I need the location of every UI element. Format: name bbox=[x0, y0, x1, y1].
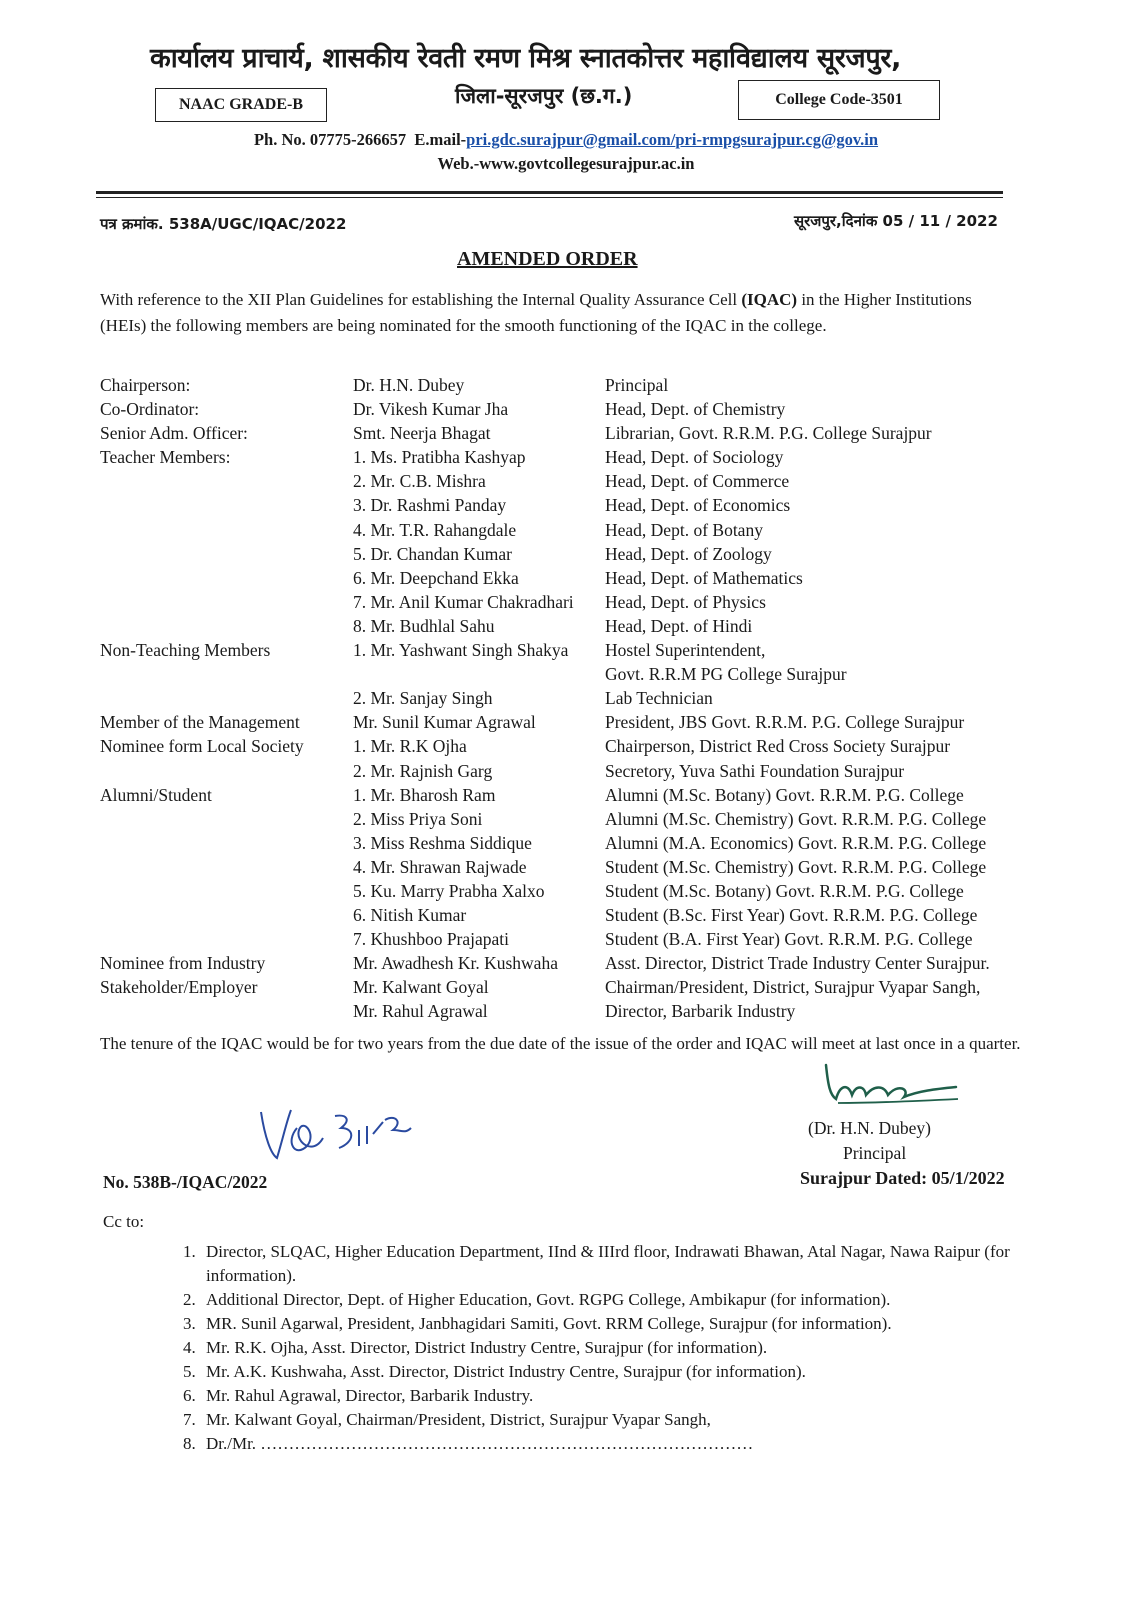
cc-label: Cc to: bbox=[103, 1212, 145, 1231]
member-role: Nominee from Industry bbox=[100, 953, 266, 974]
member-designation: Govt. R.R.M PG College Surajpur bbox=[605, 664, 847, 685]
signatory-dated: Surajpur Dated: 05/1/2022 bbox=[800, 1168, 1005, 1188]
member-designation: President, JBS Govt. R.R.M. P.G. College Surajpur bbox=[605, 712, 965, 733]
member-designation: Asst. Director, District Trade Industry Center Surajpur. bbox=[605, 953, 990, 974]
cc-list bbox=[160, 1240, 1080, 1456]
member-name: 3. Dr. Rashmi Panday bbox=[353, 495, 507, 516]
member-designation: Alumni (M.Sc. Chemistry) Govt. R.R.M. P.G. College bbox=[605, 808, 987, 829]
intro-text-bold: (IQAC) bbox=[741, 290, 798, 309]
member-name: 4. Mr. T.R. Rahangdale bbox=[353, 519, 517, 540]
member-name: Mr. Sunil Kumar Agrawal bbox=[353, 712, 536, 733]
member-designation: Student (M.Sc. Chemistry) Govt. R.R.M. P.G. College bbox=[605, 856, 987, 877]
email-link-1[interactable]: pri.gdc.surajpur@gmail.com/ bbox=[466, 130, 676, 149]
member-name: 7. Khushboo Prajapati bbox=[353, 929, 510, 950]
member-designation: Head, Dept. of Commerce bbox=[605, 471, 790, 492]
member-designation: Hostel Superintendent, bbox=[605, 640, 766, 661]
member-designation: Head, Dept. of Sociology bbox=[605, 447, 784, 468]
member-name: 2. Mr. Sanjay Singh bbox=[353, 688, 493, 709]
member-designation: Chairman/President, District, Surajpur Vyapar Sangh, bbox=[605, 977, 981, 998]
member-designation: Head, Dept. of Chemistry bbox=[605, 399, 786, 420]
member-designation: Head, Dept. of Zoology bbox=[605, 543, 772, 564]
member-designation: Alumni (M.Sc. Botany) Govt. R.R.M. P.G. College bbox=[605, 784, 964, 805]
header-rule-thin bbox=[96, 197, 1003, 198]
member-designation: Student (B.A. First Year) Govt. R.R.M. P.G. College bbox=[605, 929, 973, 950]
member-designation: Librarian, Govt. R.R.M. P.G. College Surajpur bbox=[605, 423, 932, 444]
member-designation: Head, Dept. of Mathematics bbox=[605, 567, 803, 588]
tenure-paragraph: The tenure of the IQAC would be for two years from the due date of the issue of the order and IQAC will meet at last once in a quarter. bbox=[100, 1034, 1021, 1053]
email-link-2[interactable]: pri-rmpgsurajpur.cg@gov.in bbox=[675, 130, 879, 149]
member-role: Senior Adm. Officer: bbox=[100, 423, 248, 444]
handwritten-initials bbox=[255, 1098, 425, 1168]
member-name: 3. Miss Reshma Siddique bbox=[353, 832, 532, 853]
member-designation: Student (M.Sc. Botany) Govt. R.R.M. P.G. College bbox=[605, 880, 964, 901]
letterhead-title: कार्यालय प्राचार्य, शासकीय रेवती रमण मिश्र स्नातकोत्तर महाविद्यालय सूरजपुर, bbox=[150, 43, 902, 74]
letter-number: पत्र क्रमांक. 538A/UGC/IQAC/2022 bbox=[100, 215, 347, 233]
member-name: 1. Mr. Yashwant Singh Shakya bbox=[353, 640, 569, 661]
member-designation: Director, Barbarik Industry bbox=[605, 1001, 796, 1022]
member-role: Nominee form Local Society bbox=[100, 736, 304, 757]
intro-text-2: in the Higher Institutions (HEIs) the following members are being nominated for the smooth functioning of the IQAC in the college. bbox=[100, 290, 972, 335]
signatory-name: (Dr. H.N. Dubey) bbox=[808, 1118, 931, 1138]
cc-list-item: 2. Additional Director, Dept. of Higher Education, Govt. RGPG College, Ambikapur (for information). bbox=[200, 1288, 1080, 1312]
header-rule-thick bbox=[96, 191, 1003, 194]
cc-list-item: 3. MR. Sunil Agarwal, President, Janbhagidari Samiti, Govt. RRM College, Surajpur (for information). bbox=[200, 1312, 1080, 1336]
member-name: 6. Nitish Kumar bbox=[353, 905, 467, 926]
member-designation: Secretory, Yuva Sathi Foundation Surajpur bbox=[605, 760, 905, 781]
member-designation: Head, Dept. of Botany bbox=[605, 519, 763, 540]
cc-list-item: 1. Director, SLQAC, Higher Education Department, IInd & IIIrd floor, Indrawati Bhawan, Atal Nagar, Nawa Raipur (for information). bbox=[200, 1240, 1080, 1288]
naac-grade-box bbox=[155, 88, 327, 122]
member-role: Chairperson: bbox=[100, 375, 191, 395]
member-name: 2. Miss Priya Soni bbox=[353, 808, 483, 829]
member-name: 1. Mr. R.K Ojha bbox=[353, 736, 467, 757]
naac-grade-text: NAAC GRADE-B bbox=[179, 96, 303, 113]
member-name: 1. Mr. Bharosh Ram bbox=[353, 784, 496, 805]
member-role: Co-Ordinator: bbox=[100, 399, 200, 420]
member-role: Non-Teaching Members bbox=[100, 640, 271, 661]
member-name: 2. Mr. C.B. Mishra bbox=[353, 471, 486, 492]
intro-text-1: With reference to the XII Plan Guidelines for establishing the Internal Quality Assurance Cell bbox=[100, 290, 742, 309]
member-role: Stakeholder/Employer bbox=[100, 977, 258, 998]
signatory-title: Principal bbox=[843, 1143, 907, 1163]
cc-list-item: 6. Mr. Rahul Agrawal, Director, Barbarik Industry. bbox=[200, 1384, 1080, 1408]
principal-signature bbox=[818, 1055, 968, 1115]
member-role: Teacher Members: bbox=[100, 447, 231, 468]
contact-line bbox=[0, 130, 1132, 150]
member-name: 5. Ku. Marry Prabha Xalxo bbox=[353, 880, 545, 901]
member-role: Member of the Management bbox=[100, 712, 300, 733]
college-code-box bbox=[738, 80, 940, 120]
member-designation: Head, Dept. of Physics bbox=[605, 591, 766, 612]
college-code-text: College Code-3501 bbox=[775, 91, 903, 108]
intro-paragraph bbox=[100, 287, 1005, 339]
website-line: Web.-www.govtcollegesurajpur.ac.in bbox=[437, 154, 695, 173]
member-name: 1. Ms. Pratibha Kashyap bbox=[353, 447, 526, 468]
member-name: Mr. Rahul Agrawal bbox=[353, 1001, 488, 1022]
member-name: Smt. Neerja Bhagat bbox=[353, 423, 491, 444]
copy-number: No. 538B-/IQAC/2022 bbox=[103, 1172, 268, 1192]
email-label: E.mail- bbox=[414, 130, 467, 149]
member-role: Alumni/Student bbox=[100, 784, 212, 805]
member-designation: Head, Dept. of Hindi bbox=[605, 615, 753, 636]
member-name: Mr. Kalwant Goyal bbox=[353, 977, 489, 998]
member-name: 4. Mr. Shrawan Rajwade bbox=[353, 856, 527, 877]
cc-list-item: 5. Mr. A.K. Kushwaha, Asst. Director, District Industry Centre, Surajpur (for information). bbox=[200, 1360, 1080, 1384]
member-designation: Head, Dept. of Economics bbox=[605, 495, 791, 516]
member-name: 5. Dr. Chandan Kumar bbox=[353, 543, 512, 564]
member-designation: Principal bbox=[605, 375, 669, 395]
member-designation: Student (B.Sc. First Year) Govt. R.R.M. P.G. College bbox=[605, 905, 978, 926]
member-name: Dr. H.N. Dubey bbox=[353, 375, 465, 395]
cc-list-item: 4. Mr. R.K. Ojha, Asst. Director, District Industry Centre, Surajpur (for information). bbox=[200, 1336, 1080, 1360]
member-name: Mr. Awadhesh Kr. Kushwaha bbox=[353, 953, 558, 974]
member-designation: Lab Technician bbox=[605, 688, 713, 709]
cc-list-item: 8. Dr./Mr. …………………………………………………………………………… bbox=[200, 1432, 1080, 1456]
member-designation: Chairperson, District Red Cross Society Surajpur bbox=[605, 736, 951, 757]
member-name: 7. Mr. Anil Kumar Chakradhari bbox=[353, 591, 574, 612]
member-designation: Alumni (M.A. Economics) Govt. R.R.M. P.G. College bbox=[605, 832, 987, 853]
member-name: 6. Mr. Deepchand Ekka bbox=[353, 567, 519, 588]
phone-text: Ph. No. 07775-266657 bbox=[253, 130, 407, 149]
member-name: 8. Mr. Budhlal Sahu bbox=[353, 615, 495, 636]
document-title: AMENDED ORDER bbox=[457, 248, 638, 270]
cc-list-item: 7. Mr. Kalwant Goyal, Chairman/President, District, Surajpur Vyapar Sangh, bbox=[200, 1408, 1080, 1432]
letter-date: सूरजपुर,दिनांक 05 / 11 / 2022 bbox=[794, 212, 998, 230]
member-name: 2. Mr. Rajnish Garg bbox=[353, 760, 493, 781]
letterhead-district: जिला-सूरजपुर (छ.ग.) bbox=[455, 84, 633, 108]
member-name: Dr. Vikesh Kumar Jha bbox=[353, 399, 509, 420]
